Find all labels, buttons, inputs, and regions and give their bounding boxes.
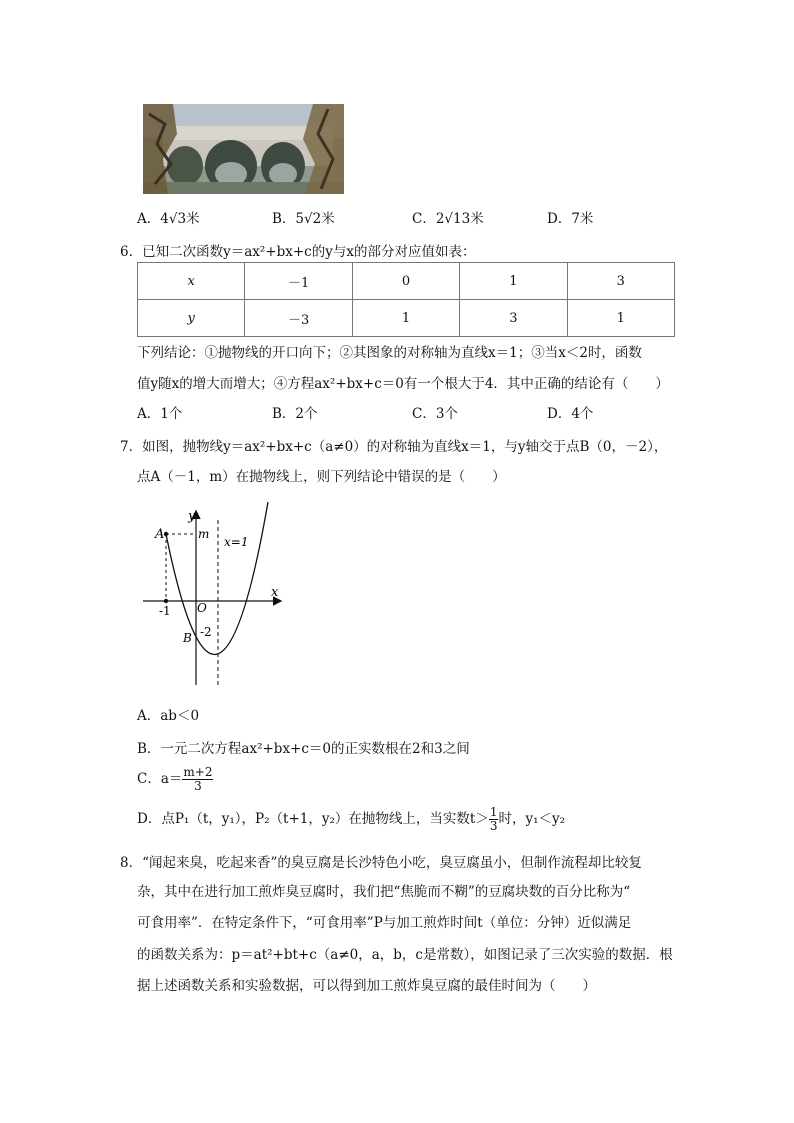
q6-option-b: B．2个	[272, 406, 318, 422]
table-row	[138, 300, 675, 337]
table-cell: 3	[567, 263, 674, 300]
q6-value-table	[137, 262, 675, 337]
q7-option-b: B．一元二次方程ax²+bx+c＝0的正实数根在2和3之间	[137, 741, 470, 757]
q7-option-a: A．ab＜0	[137, 708, 200, 724]
table-cell: －1	[245, 263, 352, 300]
q5-option-a: A．4√3米	[137, 211, 200, 227]
table-cell: x	[138, 263, 245, 300]
q8-line3: 可食用率”．在特定条件下，“可食用率”P与加工煎炸时间t（单位：分钟）近似满足	[137, 915, 632, 931]
q7-option-c-fraction	[182, 766, 213, 793]
table-cell: y	[138, 300, 245, 337]
point-neg1-dot	[164, 599, 168, 603]
fraction-denominator: 3	[489, 819, 498, 833]
q7-option-d	[137, 806, 565, 833]
q6-conclusion-line2: 值y随x的增大而增大；④方程ax²+bx+c＝0有一个根大于4．其中正确的结论有（ ）	[137, 376, 669, 392]
parabola-curve	[166, 502, 268, 654]
table-cell: 1	[567, 300, 674, 337]
q7-option-d-suffix: 时，y₁＜y₂	[498, 811, 566, 827]
q6-option-c: C．3个	[412, 406, 458, 422]
q8-line2: 杂，其中在进行加工煎炸臭豆腐时，我们把“焦脆而不糊”的豆腐块数的百分比称为“	[137, 884, 631, 900]
point-a-dot	[164, 532, 168, 536]
point-a-label: A	[155, 527, 165, 542]
fraction-numerator: 1	[489, 805, 498, 819]
q6-stem: 6．已知二次函数y＝ax²+bx+c的y与x的部分对应值如表：	[120, 244, 476, 260]
q6-option-d: D．4个	[547, 406, 594, 422]
q7-option-c-prefix: C．a＝	[137, 771, 183, 787]
q6-conclusion-line1: 下列结论：①抛物线的开口向下；②其图象的对称轴为直线x＝1；③当x＜2时，函数	[137, 345, 642, 361]
x-axis-label: x	[271, 585, 279, 600]
q8-line4: 的函数关系为：p＝at²+bt+c（a≠0，a，b，c是常数），如图记录了三次实验的数据．根	[137, 947, 673, 963]
q6-option-a: A．1个	[137, 406, 183, 422]
table-cell: 3	[460, 300, 567, 337]
q8-line5: 据上述函数关系和实验数据，可以得到加工煎炸臭豆腐的最佳时间为（ ）	[137, 978, 596, 994]
symmetry-axis-label: x=1	[224, 535, 249, 549]
m-label: m	[198, 527, 210, 541]
neg2-tick-label: -2	[200, 625, 212, 639]
q7-parabola-graph	[135, 500, 295, 690]
q8-line1: 8．“闻起来臭，吃起来香”的臭豆腐是长沙特色小吃，臭豆腐虽小，但制作流程却比较复	[120, 855, 642, 871]
table-cell: 1	[460, 263, 567, 300]
y-axis-label: y	[188, 509, 196, 524]
table-cell: 1	[352, 300, 459, 337]
table-row	[138, 263, 675, 300]
q5-option-d: D．7米	[547, 211, 594, 227]
q7-option-d-prefix: D．点P₁（t，y₁），P₂（t+1，y₂）在抛物线上，当实数t＞	[137, 811, 489, 827]
bridge-photo	[143, 104, 344, 194]
table-cell: 0	[352, 263, 459, 300]
q7-stem-line2: 点A（－1，m）在抛物线上，则下列结论中错误的是（ ）	[137, 469, 506, 485]
neg1-tick-label: -1	[159, 604, 171, 618]
origin-label: O	[197, 601, 207, 615]
point-b-label: B	[183, 631, 192, 645]
q5-option-c: C．2√13米	[412, 211, 484, 227]
q5-option-b: B．5√2米	[272, 211, 335, 227]
q7-stem-line1: 7．如图，抛物线y＝ax²+bx+c（a≠0）的对称轴为直线x＝1，与y轴交于点B（0，－2），	[120, 439, 668, 455]
table-cell: －3	[245, 300, 352, 337]
fraction-numerator: m+2	[183, 765, 213, 779]
q7-option-c	[137, 766, 213, 793]
fraction-denominator: 3	[194, 779, 202, 793]
